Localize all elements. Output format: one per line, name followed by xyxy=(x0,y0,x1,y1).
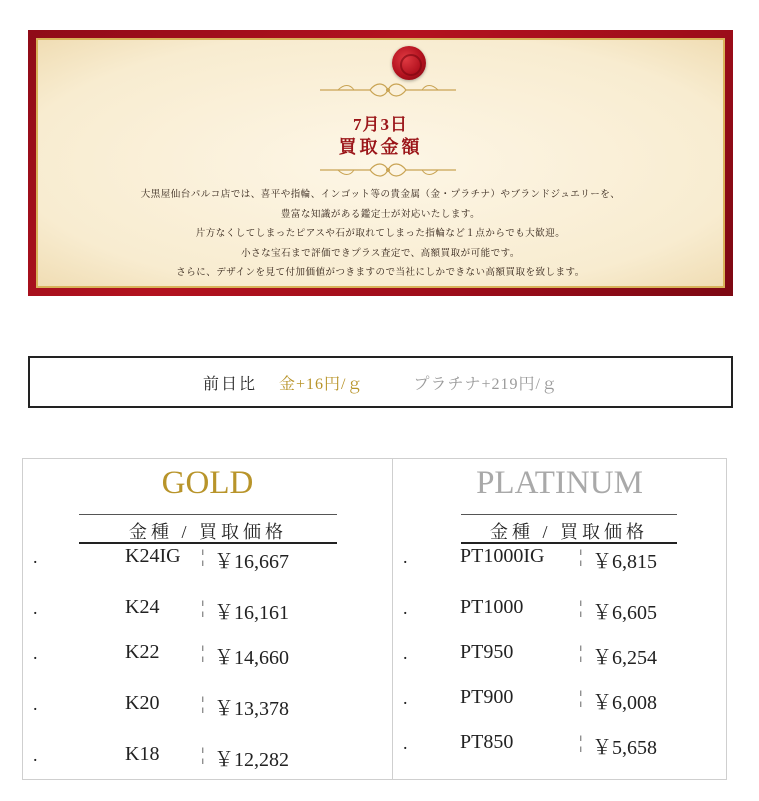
row-bullet: . xyxy=(33,547,38,567)
gold-column xyxy=(23,459,393,779)
metal-price: ￥13,378 xyxy=(214,698,289,720)
metal-price: ￥6,605 xyxy=(592,602,657,624)
row-separator: ¦ xyxy=(201,642,205,662)
metal-price: ￥6,815 xyxy=(592,551,657,573)
platinum-subheader: 金種 / 買取価格 xyxy=(461,514,677,544)
table-row xyxy=(23,641,392,671)
table-row xyxy=(23,692,392,722)
banner-line: 豊富な知識がある鑑定士が対応いたします。 xyxy=(280,209,481,220)
metal-price: ￥16,667 xyxy=(214,551,289,573)
table-row xyxy=(393,731,726,761)
banner-title: 買取金額 xyxy=(338,137,423,157)
comparison-label: 前日比 xyxy=(203,375,258,393)
metal-type: K24 xyxy=(125,596,160,618)
metal-price: ￥16,161 xyxy=(214,602,289,624)
table-row xyxy=(23,545,392,575)
row-separator: ¦ xyxy=(201,546,205,566)
table-row xyxy=(23,743,392,773)
metal-type: K24IG xyxy=(125,545,181,567)
wax-seal-icon xyxy=(392,46,426,80)
row-separator: ¦ xyxy=(201,693,205,713)
price-comparison-box xyxy=(28,356,733,408)
table-row xyxy=(393,686,726,716)
banner-line: 小さな宝石まで評価できプラス査定で、高額買取が可能です。 xyxy=(241,248,520,259)
metal-type: PT900 xyxy=(460,686,514,708)
row-separator: ¦ xyxy=(579,597,583,617)
platinum-title: PLATINUM xyxy=(476,465,643,501)
row-bullet: . xyxy=(33,694,38,714)
banner-line: 大黒屋仙台パルコ店では、喜平や指輪、インゴット等の貴金属（金・プラチナ）やブランドジュエリーを、 xyxy=(140,190,621,200)
metal-price: ￥12,282 xyxy=(214,749,289,771)
platinum-change: プラチナ+219円/ｇ xyxy=(413,375,558,393)
row-separator: ¦ xyxy=(579,546,583,566)
metal-type: PT850 xyxy=(460,731,514,753)
metal-type: K20 xyxy=(125,692,160,714)
row-separator: ¦ xyxy=(201,597,205,617)
metal-type: K18 xyxy=(125,743,160,765)
metal-price: ￥5,658 xyxy=(592,737,657,759)
row-bullet: . xyxy=(403,598,408,618)
metal-type: PT950 xyxy=(460,641,514,663)
row-separator: ¦ xyxy=(579,642,583,662)
table-row xyxy=(393,641,726,671)
row-bullet: . xyxy=(403,688,408,708)
row-bullet: . xyxy=(403,643,408,663)
metal-type: K22 xyxy=(125,641,160,663)
ornament-flourish-icon xyxy=(318,160,458,180)
platinum-column xyxy=(393,459,726,779)
banner-description xyxy=(58,186,703,284)
gold-subheader: 金種 / 買取価格 xyxy=(79,514,337,544)
table-row xyxy=(23,596,392,626)
row-bullet: . xyxy=(33,745,38,765)
gold-title: GOLD xyxy=(161,465,254,501)
row-separator: ¦ xyxy=(579,687,583,707)
row-bullet: . xyxy=(33,598,38,618)
table-row xyxy=(393,545,726,575)
row-bullet: . xyxy=(403,547,408,567)
banner-paper xyxy=(36,38,725,288)
purchase-price-banner xyxy=(28,30,733,296)
gold-change: 金+16円/ｇ xyxy=(279,375,364,393)
row-separator: ¦ xyxy=(579,732,583,752)
ornament-flourish-icon xyxy=(318,80,458,100)
metal-price: ￥6,008 xyxy=(592,692,657,714)
banner-line: 片方なくしてしまったピアスや石が取れてしまった指輪など１点からでも大歓迎。 xyxy=(195,229,566,239)
metal-price: ￥14,660 xyxy=(214,647,289,669)
banner-date: 7月3日 xyxy=(353,115,408,134)
table-row xyxy=(393,596,726,626)
row-bullet: . xyxy=(33,643,38,663)
metal-type: PT1000 xyxy=(460,596,524,618)
banner-line: さらに、デザインを見て付加価値がつきますので当社にしかできない高額買取を致します。 xyxy=(176,268,585,278)
row-separator: ¦ xyxy=(201,744,205,764)
metal-price: ￥6,254 xyxy=(592,647,657,669)
row-bullet: . xyxy=(403,733,408,753)
price-table xyxy=(22,458,727,780)
metal-type: PT1000IG xyxy=(460,545,545,567)
